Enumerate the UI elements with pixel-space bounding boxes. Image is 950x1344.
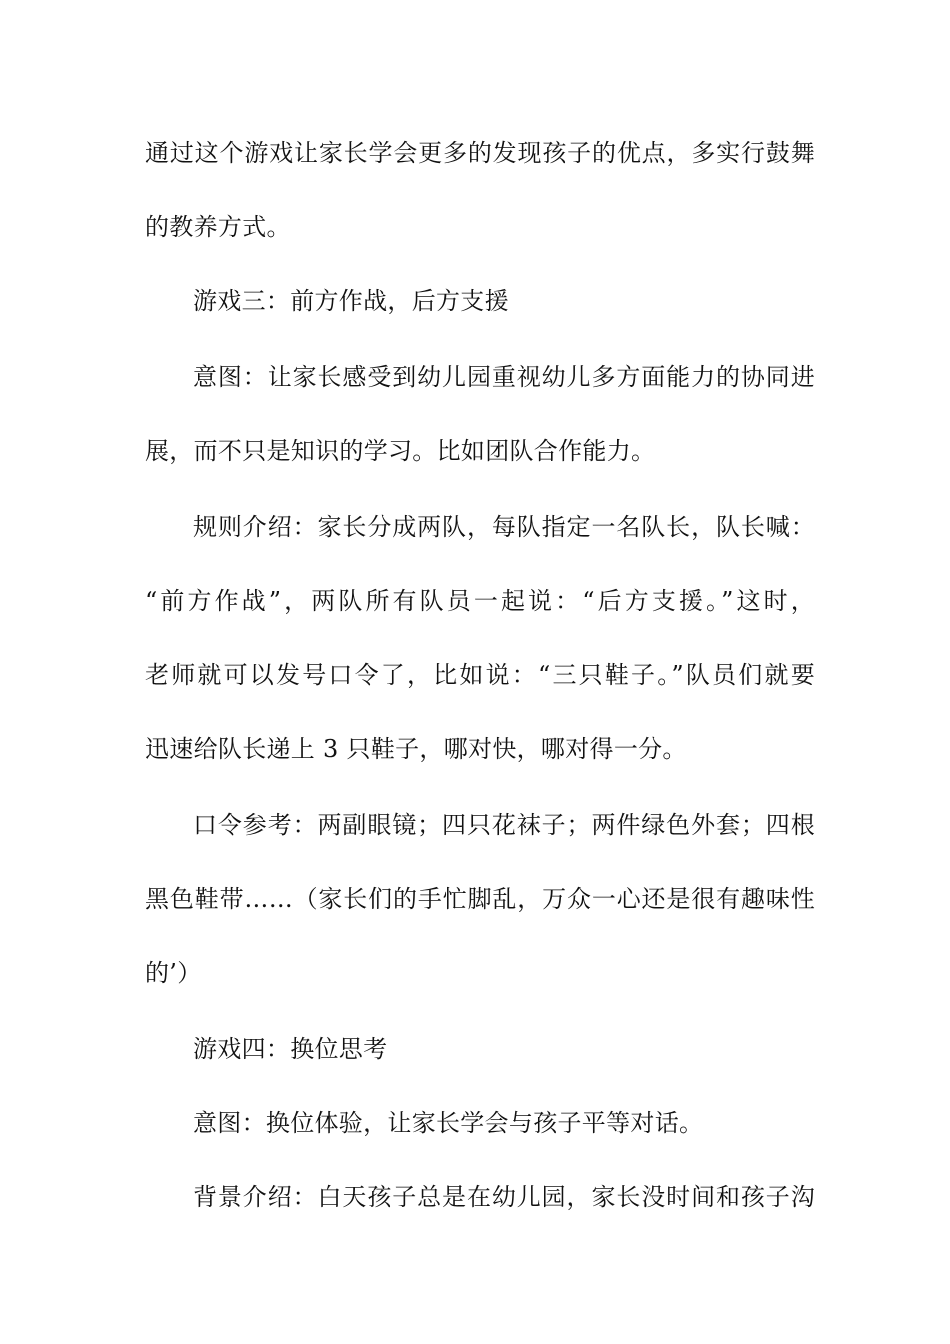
text-line: “前方作战”，两队所有队员一起说：“后方支援。”这时，	[145, 587, 815, 615]
text-line: 通过这个游戏让家长学会更多的发现孩子的优点，多实行鼓舞	[145, 139, 815, 167]
text-line: 背景介绍：白天孩子总是在幼儿园，家长没时间和孩子沟	[193, 1183, 815, 1211]
text-line: 口令参考：两副眼镜；四只花袜子；两件绿色外套；四根	[193, 811, 815, 839]
text-line: 意图：让家长感受到幼儿园重视幼儿多方面能力的协同进	[193, 363, 815, 391]
text-line: 的教养方式。	[145, 213, 291, 241]
text-line: 规则介绍：家长分成两队，每队指定一名队长，队长喊：	[193, 513, 815, 541]
text-line: 展，而不只是知识的学习。比如团队合作能力。	[145, 437, 656, 465]
text-line: 黑色鞋带……（家长们的手忙脚乱，万众一心还是很有趣味性	[145, 885, 815, 913]
text-line: 迅速给队长递上 3 只鞋子，哪对快，哪对得一分。	[145, 735, 687, 763]
text-line: 的’）	[145, 959, 202, 987]
section-heading: 游戏四：换位思考	[193, 1035, 388, 1063]
text-line: 老师就可以发号口令了，比如说：“三只鞋子。”队员们就要	[145, 661, 815, 689]
section-heading: 游戏三：前方作战，后方支援	[193, 287, 509, 315]
text-line: 意图：换位体验，让家长学会与孩子平等对话。	[193, 1109, 704, 1137]
